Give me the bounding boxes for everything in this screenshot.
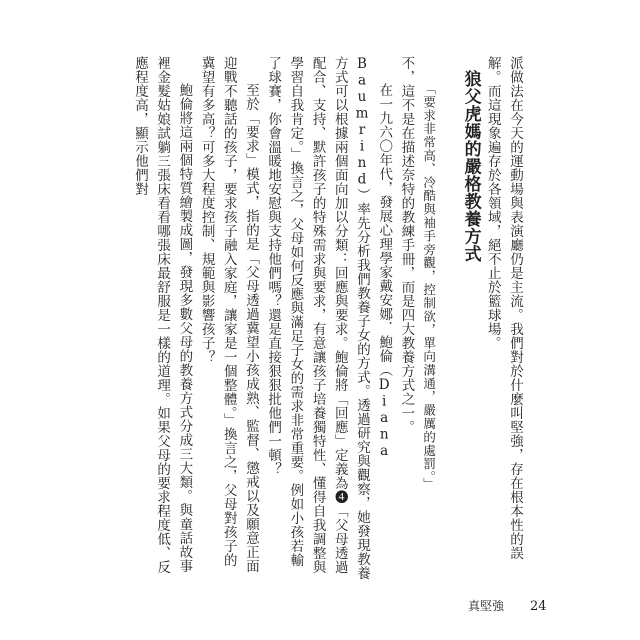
- page-number: 24: [530, 599, 547, 614]
- block-quote: 「要求非常高、冷酷與袖手旁觀，控制欲，單向溝通，嚴厲的處罰。」: [421, 82, 437, 492]
- page-footer: [468, 597, 547, 614]
- section-heading: 狼父虎媽的嚴格教養方式: [460, 70, 481, 263]
- paragraph-after-quote: 不，這不是在描述奈特的教練手冊，而是四大教養方式之一。: [398, 56, 415, 434]
- paragraph-continuation: 派做法在今天的運動場與表演廳仍是主流。我們對於什麼叫堅強，存在根本性的誤解。而這現象遍存於各領域，絕不止於籃球場。: [484, 56, 523, 560]
- running-head: 真堅強: [468, 599, 505, 613]
- vertical-text-column: [128, 56, 526, 580]
- paragraph-baumrind: 在一九六〇年代，發展心理學家戴安娜．鮑倫（Diana Baumrind）率先分析我們教養子女的方式。透過研究與觀察，她發現教養方式可以根據兩個面向加以分類：回應與要求。鮑倫將「回應」定義為❹「父母透過配合、支持、默許孩子的特殊需求與要求，有意讓孩子培養獨特性、懂得自我調整與學習自我肯定。」換言之，父母如何反應與滿足子女的需求非常重要。例如小孩若輸了球賽，你會溫暖地安慰與支持他們嗎？還是直接狠狠批他們一頓？: [265, 56, 393, 580]
- paragraph-demand: 至於「要求」模式，指的是「父母透過冀望小孩成熟、監督、懲戒以及願意正面迎戰不聽話的孩子，要求孩子融入家庭，讓家是一個整體。」換言之，父母對孩子的冀望有多高？可多大程度控制、規範與影響孩子？: [198, 56, 259, 573]
- paragraph-three-types: 鮑倫將這兩個特質繪製成圖，發現多數父母的教養方式分成三大類。與童話故事裡金髮姑娘試躺三張床看看哪張床最舒服是一樣的道理。如果父母的要求程度低、反應程度高，顯示他們對: [131, 56, 193, 574]
